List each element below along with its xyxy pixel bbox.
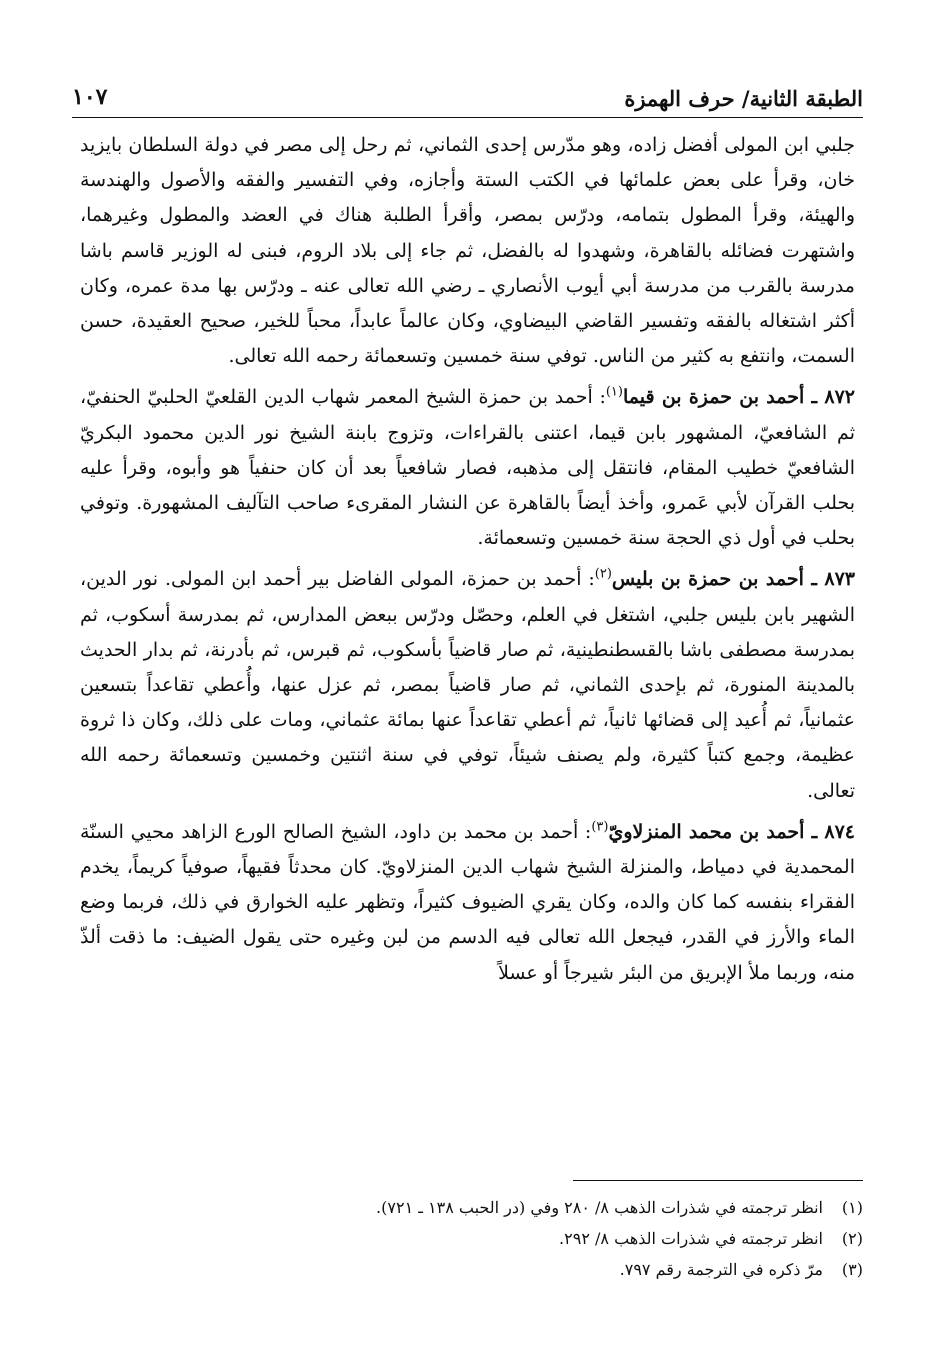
entry-heading: ٨٧٢ ـ أحمد بن حمزة بن قيما — [622, 386, 855, 409]
intro-paragraph: جلبي ابن المولى أفضل زاده، وهو مدّرس إحدى الثماني، ثم رحل إلى مصر في دولة السلطان بايزيد خان، وقرأ على بعض علمائها في الكتب الستة وأجازه، وفي التفسير والفقه والأصول والهندسة والهيئة، وقرأ المطول بتمامه، ودرّس بمصر، وأقرأ الطلبة هناك في العضد والمطول وغيرهما، واشتهرت فضائله بالقاهرة، وشهدوا له بالفضل، ثم جاء إلى بلاد الروم، فبنى له الوزير قاسم باشا مدرسة بالقرب من مدرسة أبي أيوب الأنصاري ـ رضي الله تعالى عنه ـ ودرّس بها مدة عمره، وكان أكثر اشتغاله بالفقه وتفسير القاضي البيضاوي، وكان عالماً عابداً، محباً للخير، صحيح العقيدة، حسن السمت، وانتفع به كثير من الناس. توفي سنة خمسين وتسعمائة رحمه الله تعالى. — [80, 134, 855, 368]
footnote-number: (٢) — [841, 1229, 863, 1248]
entry-text: : أحمد بن محمد بن داود، الشيخ الصالح الورع الزاهد محيي السنّة المحمدية في دمياط، والمنزلة الشيخ شهاب الدين المنزلاويّ. كان محدثاً فقيهاً، صوفياً كريماً، يخدم الفقراء بنفسه كما كان والده، وكان يقري الضيوف كثيراً، وتظهر عليه الخوارق في ذلك، فربما وضع الماء والأرز في القدر، فيجعل الله تعالى فيه الدسم من لبن وغيره حتى يقول الضيف: ما ذقت ألذّ منه، وربما ملأ الإبريق من البئر شيرجاً أو عسلاً — [80, 820, 855, 984]
page-number: ١٠٧ — [72, 84, 108, 110]
running-title: الطبقة الثانية/ حرف الهمزة — [624, 86, 863, 111]
footnote-number: (٣) — [841, 1260, 863, 1279]
footnote-reference[interactable]: (٣) — [591, 819, 609, 835]
main-text — [80, 128, 855, 991]
entry-heading: ٨٧٣ ـ أحمد بن حمزة بن بليس — [611, 568, 855, 591]
entry-872 — [80, 380, 855, 556]
footnote-number: (١) — [841, 1198, 863, 1217]
entry-heading: ٨٧٤ ـ أحمد بن محمد المنزلاويّ — [608, 820, 855, 843]
entry-text: : أحمد بن حمزة الشيخ المعمر شهاب الدين القلعيّ الحلبيّ الحنفيّ، ثم الشافعيّ، المشهور بابن قيما، اعتنى بالقراءات، وتزوج بابنة الشيخ نور الدين محمود البكريّ الشافعيّ خطيب المقام، فانتقل إلى مذهبه، فصار شافعياً بعد أن كان حنفياً هو وأبوه، وقرأ عليه بحلب القرآن لأبي عَمرو، وأخذ أيضاً بالقاهرة عن النشار المقرىء صاحب التآليف المشهورة. وتوفي بحلب في أول ذي الحجة سنة خمسين وتسعمائة. — [80, 386, 855, 550]
header-divider — [72, 117, 863, 118]
entry-874 — [80, 815, 855, 991]
footnote-reference[interactable]: (٢) — [594, 567, 612, 583]
footnote-2 — [80, 1223, 863, 1254]
footnotes — [80, 1192, 863, 1285]
footnote-text: مرّ ذكره في الترجمة رقم ٧٩٧. — [619, 1260, 823, 1279]
footnote-3 — [80, 1254, 863, 1285]
footnote-divider — [573, 1180, 863, 1181]
footnote-1 — [80, 1192, 863, 1223]
footnote-reference[interactable]: (١) — [605, 385, 623, 401]
footnote-text: انظر ترجمته في شذرات الذهب ٨/ ٢٨٠ وفي (در الحبب ١٣٨ ـ ٧٢١). — [376, 1198, 823, 1217]
page-header — [72, 80, 863, 116]
entry-text: : أحمد بن حمزة، المولى الفاضل بير أحمد ابن المولى. نور الدين، الشهير بابن بليس جلبي، اشتغل في العلم، وحصّل ودرّس ببعض المدارس، ثم بمدرسة أسكوب، ثم بمدرسة مصطفى باشا بالقسطنطينية، ثم صار قاضياً بأسكوب، ثم قبرس، ثم بأدرنة، ثم بدار الحديث بالمدينة المنورة، ثم بإحدى الثماني، ثم صار قاضياً بمصر، ثم عزل عنها، وأُعطي تقاعداً بتسعين عثمانياً، ثم أُعيد إلى قضائها ثانياً، ثم أعطي تقاعداً عنها بمائة عثماني، ومات على ذلك، وكان ذا ثروة عظيمة، وجمع كتباً كثيرة، ولم يصنف شيئاً، توفي في سنة اثنتين وخمسين وتسعمائة رحمه الله تعالى. — [80, 568, 855, 802]
footnote-text: انظر ترجمته في شذرات الذهب ٨/ ٢٩٢. — [559, 1229, 823, 1248]
entry-873 — [80, 562, 855, 808]
